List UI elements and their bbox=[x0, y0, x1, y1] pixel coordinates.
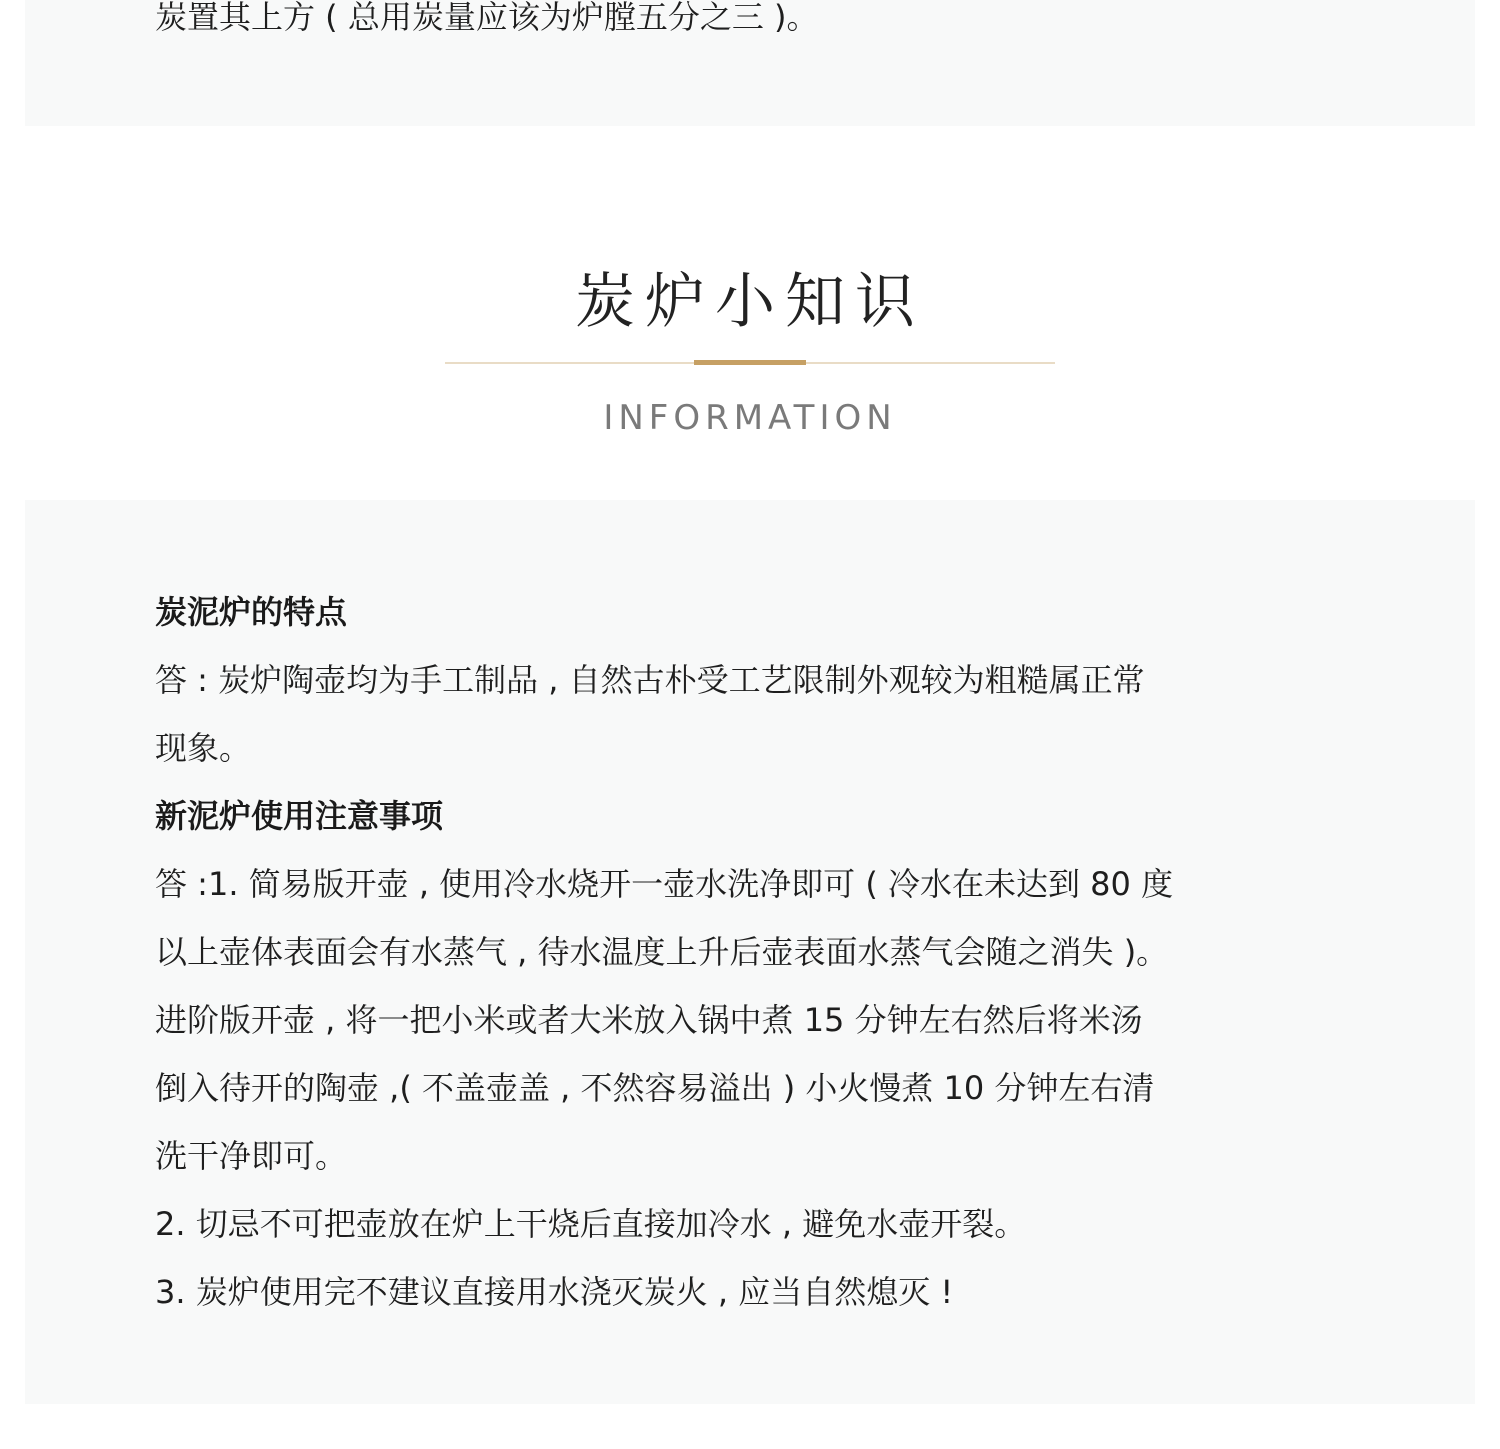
faq-answer-2-line-6: 2. 切忌不可把壶放在炉上干烧后直接加冷水 , 避免水壶开裂。 bbox=[155, 1205, 1027, 1243]
faq-answer-2-line-3: 进阶版开壶 , 将一把小米或者大米放入锅中煮 15 分钟左右然后将米汤 bbox=[155, 1001, 1143, 1039]
faq-panel bbox=[25, 500, 1475, 1404]
faq-answer-2-line-1: 答 :1. 简易版开壶 , 使用冷水烧开一壶水洗净即可 ( 冷水在未达到 80 度 bbox=[155, 865, 1174, 903]
title-divider-accent bbox=[694, 360, 806, 365]
faq-content bbox=[155, 578, 1355, 1326]
faq-answer-2-line-4: 倒入待开的陶壶 ,( 不盖壶盖 , 不然容易溢出 ) 小火慢煮 10 分钟左右清 bbox=[155, 1069, 1155, 1107]
faq-answer-2-line-2: 以上壶体表面会有水蒸气 , 待水温度上升后壶表面水蒸气会随之消失 )。 bbox=[155, 933, 1169, 971]
faq-answer-1-line-1: 答 : 炭炉陶壶均为手工制品 , 自然古朴受工艺限制外观较为粗糙属正常 bbox=[155, 661, 1145, 699]
previous-section-text: 炭置其上方 ( 总用炭量应该为炉膛五分之三 )。 bbox=[155, 0, 819, 36]
section-subtitle: INFORMATION bbox=[603, 398, 897, 438]
faq-question-1: 炭泥炉的特点 bbox=[155, 593, 348, 631]
faq-answer-2-line-5: 洗干净即可。 bbox=[155, 1137, 348, 1175]
previous-section-panel bbox=[25, 0, 1475, 126]
section-title: 炭炉小知识 bbox=[575, 267, 925, 337]
faq-answer-1-line-2: 现象。 bbox=[155, 729, 252, 767]
faq-question-2: 新泥炉使用注意事项 bbox=[155, 797, 444, 835]
faq-answer-2-line-7: 3. 炭炉使用完不建议直接用水浇灭炭火 , 应当自然熄灭 ! bbox=[155, 1273, 954, 1311]
